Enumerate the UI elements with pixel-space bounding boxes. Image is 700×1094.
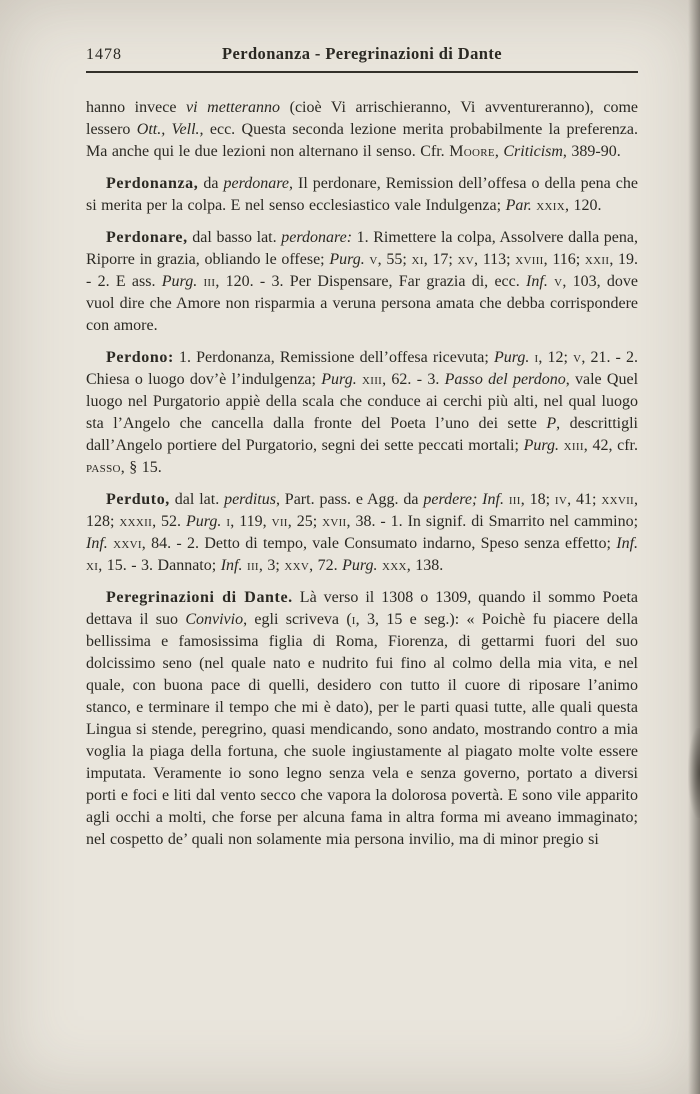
text-segment: Inf. — [616, 535, 639, 552]
entry-perduto — [86, 489, 638, 577]
text-segment: Passo del perdono — [444, 371, 566, 388]
text-segment: , 120. — [565, 197, 602, 214]
text-segment: Par. — [505, 197, 532, 214]
text-segment: Moore — [449, 143, 495, 160]
paragraph-continuation — [86, 97, 638, 163]
text-segment: v — [369, 251, 378, 268]
scan-edge-shadow — [688, 0, 700, 1094]
text-segment: iii — [508, 491, 521, 508]
text-segment: 1. Rimettere la colpa, Assolvere dalla pena, Riporre in grazia, obliando le offese; — [86, 229, 638, 268]
entry-perdono — [86, 347, 638, 479]
text-segment: xviii — [515, 251, 544, 268]
text-segment: , Part. pass. e Agg. da — [275, 491, 424, 508]
text-segment: , 62. - 3. — [382, 371, 445, 388]
text-segment: xvii — [322, 513, 347, 530]
text-segment: , 84. - 2. Detto di tempo, vale Consumato indarno, Speso senza effetto; — [141, 535, 617, 552]
text-segment: Purg. — [493, 349, 530, 366]
text-segment: xxxii — [119, 513, 153, 530]
text-segment: Purg. — [321, 371, 357, 388]
text-segment: , — [494, 143, 504, 160]
text-segment: , 19. - 2. E ass. — [86, 251, 638, 290]
text-segment: , 12; — [538, 349, 574, 366]
text-segment: Purg. — [185, 513, 222, 530]
text-segment: Perdonare, — [106, 229, 188, 246]
text-segment: Inf. — [86, 535, 108, 552]
text-segment: xiii — [563, 437, 584, 454]
text-segment: Purg. — [161, 273, 198, 290]
page-body — [86, 97, 638, 851]
text-segment: perdere; — [423, 491, 478, 508]
text-segment: (cioè Vi arrischieranno, Vi avventureranno), come lessero — [86, 99, 639, 138]
text-segment: xv — [457, 251, 475, 268]
text-segment: Inf. — [526, 273, 548, 290]
text-segment: , 119, — [230, 513, 272, 530]
text-segment: i — [226, 513, 231, 530]
text-segment: passo — [86, 459, 121, 476]
text-segment: Inf. — [482, 491, 504, 508]
text-segment: P — [546, 415, 557, 432]
text-segment: , 42, cfr. — [583, 437, 639, 454]
page-number: 1478 — [86, 46, 122, 63]
text-segment: dal basso lat. — [187, 229, 282, 246]
text-segment: xi — [411, 251, 424, 268]
text-segment: dal lat. — [169, 491, 225, 508]
text-segment: , 38. - 1. In signif. di Smarrito nel cammino; — [346, 513, 639, 530]
text-segment: Ott., Vell., — [136, 121, 204, 138]
text-segment: , 52. — [152, 513, 186, 530]
text-segment: xxv — [284, 557, 310, 574]
text-segment: , 3; — [258, 557, 285, 574]
text-segment: perdonare — [223, 175, 289, 192]
text-segment: , 113; — [474, 251, 516, 268]
text-segment: , 116; — [543, 251, 585, 268]
text-segment: , descrittigli dall’Angelo portiere del Purgatorio, segni dei sette peccati mortali; — [86, 415, 638, 454]
text-segment: , 120. - 3. Per Dispensare, Far grazia di, ecc. — [215, 273, 527, 290]
text-segment: iv — [554, 491, 568, 508]
text-segment: Perdono: — [106, 349, 174, 366]
text-segment: perditus — [224, 491, 276, 508]
text-segment: Peregrinazioni di Dante. — [106, 589, 293, 606]
text-segment: i — [534, 349, 539, 366]
text-segment: , 138. — [406, 557, 444, 574]
entry-perdonanza — [86, 173, 638, 217]
text-segment: hanno invece — [86, 99, 187, 116]
text-segment: , 3, 15 e seg.): « Poichè fu piacere della bellissima e famosissima figlia di Roma, Fiorenza, di gettarmi fuori del suo dolcissimo seno (nel quale nato e nudrito fui fino al colmo della mia vita, e nel quale, con buona pace di quelli, desidero con tutto il cuore di riposare l’animo stanco, e terminare il tempo che mi è dato), per le parti quasi tutte, alle quali questa Lingua si stende, peregrino, quasi mendicando, sono andato, mostrando contro a mia voglia la piaga della fortuna, che suole ingiustamente al piagato molte volte essere imputata. Veramente io sono legno senza vela e senza governo, portato a diversi porti e foci e liti dal vento secco che vapora la dolorosa povertà. E sono vile apparito agli occhi a molti, che forse per alcuna fama in altra forma mi aveano immaginato; nel cospetto de’ quali non solamente mia persona invilio, ma di minor pregio si — [86, 611, 639, 848]
text-segment: iii — [246, 557, 259, 574]
text-segment: Perdonanza, — [106, 175, 199, 192]
page-header — [86, 44, 638, 73]
text-segment: xxx — [381, 557, 407, 574]
text-segment: , vale Quel luogo nel Purgatorio appiè della scala che conduce ai cerchi più alti, nel qual luogo sta l’Angelo che cancella dalla fronte del Poeta l’uno dei sette — [86, 371, 639, 432]
text-segment: , 17; — [423, 251, 458, 268]
text-segment: Perduto, — [106, 491, 170, 508]
text-segment: , 72. — [309, 557, 343, 574]
text-segment: , 389-90. — [562, 143, 621, 160]
text-segment: , 25; — [287, 513, 323, 530]
text-segment: v — [573, 349, 582, 366]
text-segment: Purg. — [523, 437, 559, 454]
text-segment: , 21. - 2. Chiesa o luogo dov’è l’indulgenza; — [86, 349, 638, 388]
text-segment: Purg. — [329, 251, 365, 268]
text-segment: Inf. — [220, 557, 243, 574]
text-segment: v — [554, 273, 563, 290]
text-segment: xiii — [361, 371, 383, 388]
text-segment: Criticism — [503, 143, 563, 160]
text-segment: Là verso il 1308 o 1309, quando il sommo Poeta dettava il suo — [86, 589, 638, 628]
entry-perdonare — [86, 227, 638, 337]
text-segment: xxvi — [113, 535, 142, 552]
text-segment: Convivio — [185, 611, 244, 628]
text-segment: vii — [271, 513, 288, 530]
text-segment: ecc. Questa seconda lezione merita probabilmente la preferenza. Ma anche qui le due lezioni non alternano il senso. Cfr. — [86, 121, 639, 160]
text-segment: , 128; — [86, 491, 639, 530]
text-segment: Purg. — [342, 557, 378, 574]
text-segment: vi metteranno — [186, 99, 281, 116]
text-segment: iii — [203, 273, 216, 290]
text-segment: xxix — [536, 197, 565, 214]
text-segment: xxii — [584, 251, 610, 268]
text-segment: , § 15. — [120, 459, 162, 476]
text-segment: , egli scriveva ( — [243, 611, 352, 628]
text-segment: , 55; — [377, 251, 412, 268]
text-segment: 1. Perdonanza, Remissione dell’offesa ricevuta; — [173, 349, 494, 366]
text-segment: , Il perdonare, Remission dell’offesa o della pena che si merita per la colpa. E nel senso ecclesiastico vale Indulgenza; — [86, 175, 638, 214]
text-segment: , 15. - 3. Dannato; — [98, 557, 221, 574]
text-segment: xi — [86, 557, 99, 574]
entry-peregrinazioni-di-dante — [86, 587, 638, 851]
text-segment: , 18; — [520, 491, 555, 508]
text-segment: perdonare: — [281, 229, 353, 246]
text-segment: i — [351, 611, 356, 628]
scan-edge-smudge — [688, 728, 700, 818]
text-segment: xxvii — [601, 491, 635, 508]
text-segment: , 41; — [567, 491, 602, 508]
text-segment: da — [198, 175, 224, 192]
text-segment: , 103, dove vuol dire che Amore non risparmia a veruna persona amata che debba corrispondere con amore. — [86, 273, 639, 334]
running-title: Perdonanza - Peregrinazioni di Dante — [222, 44, 502, 63]
